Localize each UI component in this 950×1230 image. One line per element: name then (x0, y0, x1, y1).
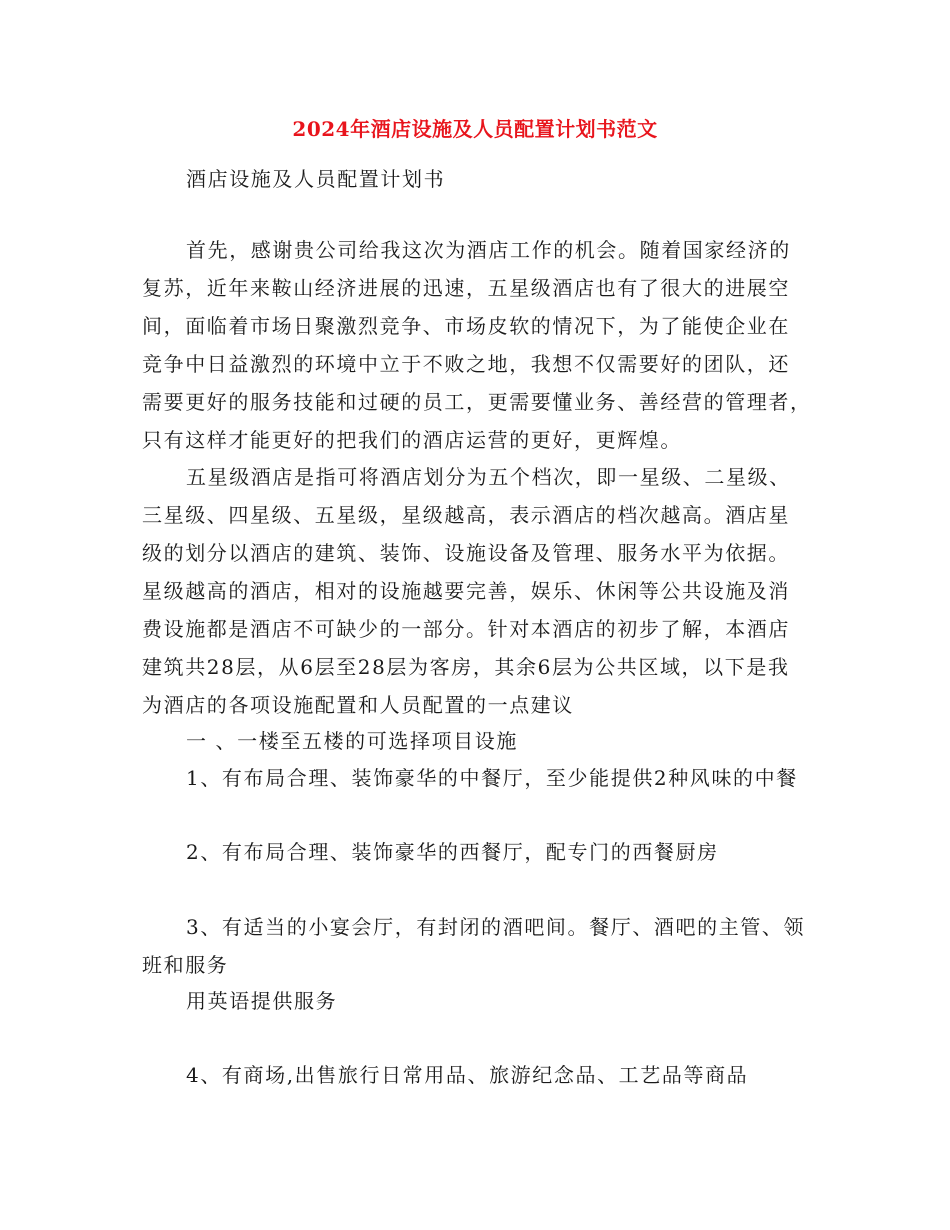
list-item-2: 2、有布局合理、装饰豪华的西餐厅，配专门的西餐厨房 (186, 840, 719, 864)
list-item-3-continued: 用英语提供服务 (186, 989, 338, 1013)
list-item-3-line: 班和服务 (142, 953, 229, 977)
paragraph1-line: 只有这样才能更好的把我们的酒店运营的更好，更辉煌。 (142, 428, 682, 452)
list-item-3-line: 3、有适当的小宴会厅，有封闭的酒吧间。餐厅、酒吧的主管、领 (186, 915, 806, 939)
paragraph1-line: 复苏，近年来鞍山经济进展的迅速，五星级酒店也有了很大的进展空 (142, 276, 790, 300)
list-item-1: 1、有布局合理、装饰豪华的中餐厅，至少能提供2种风味的中餐 (186, 766, 798, 790)
document-title: 2024年酒店设施及人员配置计划书范文 (292, 117, 658, 141)
paragraph2-line: 星级越高的酒店，相对的设施越要完善，娱乐、休闲等公共设施及消 (142, 579, 790, 603)
paragraph2-line: 费设施都是酒店不可缺少的一部分。针对本酒店的初步了解，本酒店 (142, 617, 790, 641)
list-item-4: 4、有商场,出售旅行日常用品、旅游纪念品、工艺品等商品 (186, 1063, 749, 1087)
section-heading: 一 、一楼至五楼的可选择项目设施 (186, 729, 518, 753)
paragraph1-line: 间，面临着市场日聚激烈竞争、市场皮软的情况下，为了能使企业在 (142, 314, 790, 338)
paragraph1-line: 需要更好的服务技能和过硬的员工，更需要懂业务、善经营的管理者， (142, 390, 812, 414)
paragraph2-line: 五星级酒店是指可将酒店划分为五个档次，即一星级、二星级、 (186, 465, 791, 489)
subtitle: 酒店设施及人员配置计划书 (186, 167, 446, 191)
paragraph1-line: 竞争中日益激烈的环境中立于不败之地，我想不仅需要好的团队，还 (142, 352, 790, 376)
paragraph2-line: 三星级、四星级、五星级，星级越高，表示酒店的档次越高。酒店星 (142, 503, 790, 527)
paragraph1-line: 首先，感谢贵公司给我这次为酒店工作的机会。随着国家经济的 (186, 238, 791, 262)
paragraph2-line: 建筑共28层，从6层至28层为客房，其余6层为公共区域，以下是我 (142, 655, 790, 679)
paragraph2-line: 为酒店的各项设施配置和人员配置的一点建议 (142, 693, 574, 717)
paragraph2-line: 级的划分以酒店的建筑、装饰、设施设备及管理、服务水平为依据。 (142, 541, 790, 565)
